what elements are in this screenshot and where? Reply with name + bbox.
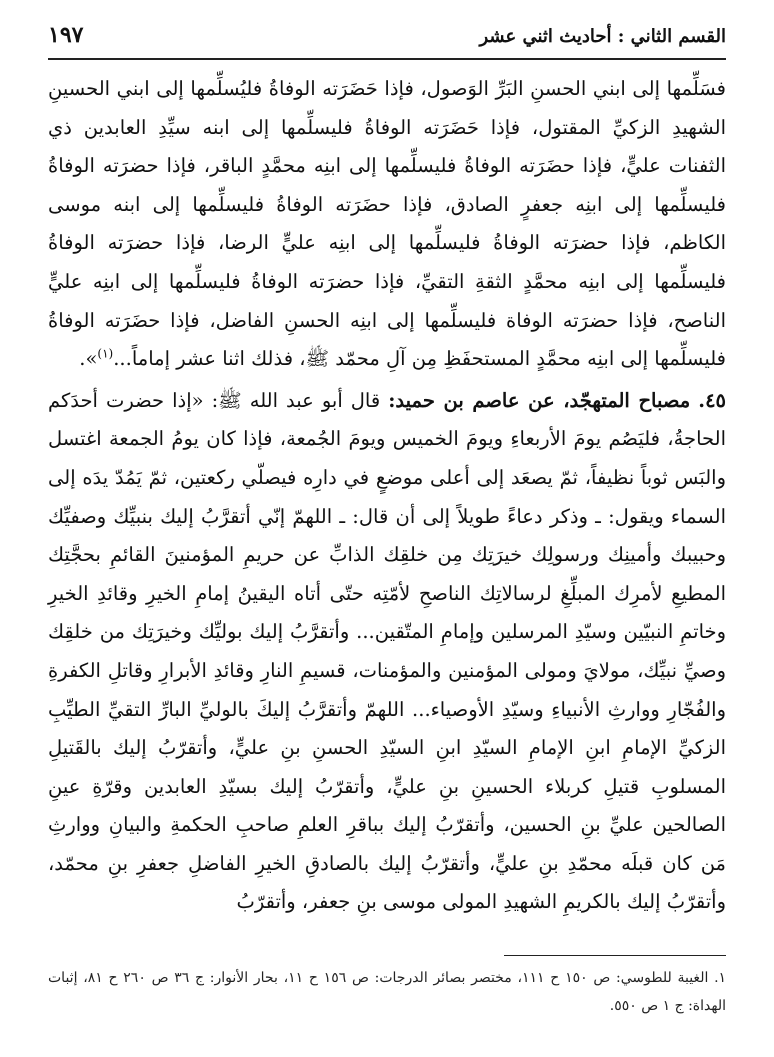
footnote-reference[interactable]: (١) [97,346,114,361]
hadith-paragraph [48,382,726,922]
main-text [48,70,726,922]
running-header [48,22,726,48]
hadith-number: ٤٥. [698,388,727,412]
footnote: ١. الغيبة للطوسي: ص ١٥٠ ح ١١١، مختصر بصائر الدرجات: ص ١٥٦ ح ١١، بحار الأنوار: ج ٣٦ ص ٢٦٠ ح ٨١، إثبات الهداة: ج ١ ص ٥٥٠. [48,970,727,1014]
narration-paragraph [48,70,726,379]
narration-text: فسَلِّمها إلى ابني الحسنِ البَرِّ الوَصول، فإذا حَضَرَته الوفاةُ فليُسلِّمها إلى ابني الحسينِ الشهيدِ الزكيِّ المقتول، فإذا حَضَرَته الوفاةُ فليسلِّمها إلى ابنه سيِّدِ العابدين ذي الثفنات عليٍّ، فإذا حضَرَته الوفاةُ فليسلِّمها إلى ابنِه محمَّدٍ الباقر، فإذا حضرَته الوفاةُ فليسلِّمها إلى ابنِه جعفرٍ الصادق، فإذا حضَرَته الوفاةُ فليسلِّمها إلى ابنه موسى الكاظم، فإذا حضرَته الوفاةُ فليسلِّمها إلى ابنِه عليٍّ الرضا، فإذا حضرَته الوفاةُ فليسلِّمها إلى ابنِه محمَّدٍ الثقةِ التقيِّ، فإذا حضرَته الوفاةُ فليسلِّمها إلى ابنِه عليٍّ الناصح، فإذا حضرَته الوفاة فليسلِّمها إلى ابنِه الحسنِ الفاضل، فإذا حضَرَته الوفاةُ فليسلِّمها إلى ابنِه محمَّدٍ المستحفَظِ مِن آلِ محمّد ﷺ، فذلك اثنا عشر إماماً... [48,77,726,371]
narration-close: ». [79,347,98,371]
running-title: القسم الثاني : أحاديث اثني عشر [479,26,726,47]
hadith-source: مصباح المتهجّد، عن عاصم بن حميد: [388,388,691,412]
page-number: ١٩٧ [48,22,84,48]
footnote-rule [504,955,726,956]
header-rule [48,58,726,60]
hadith-text: قال أبو عبد الله ﷺ: «إذا حضرت أحدَكم الحاجةُ، فليَصُم يومَ الأربعاءِ ويومَ الخميس ويومَ الجُمعة، فإذا كان يومُ الجمعة اغتسل والبَس ثوباً نظيفاً، ثمّ يصعَد إلى أعلى موضعٍ في دارِه فيصلّي ركعتين، ثمّ يَمُدّ يدَه إلى السماء ويقول: ـ وذكر دعاءً طويلاً إلى أن قال: ـ اللهمّ إنّي أتقرَّبُ إليك بنبيِّك وصفيِّك وحبيبك وأمينِك ورسولِك خيرَتِك مِن خلقِك الذابِّ عن حريمِ المؤمنينَ القائمِ بحجَّتِك المطيعِ لأمرِك المبلِّغِ لرسالاتِك الناصحِ لأمّتِه حتّى أتاه اليقينُ إمامِ الخيرِ وقائدِ الخيرِ وخاتمِ النبيّين وسيّدِ المرسلين وإمامِ المتّقين... وأتقرَّبُ إليك بوليِّك وخيرَتِك من خلقِك وصيِّ نبيِّك، مولايَ ومولى المؤمنين والمؤمنات، قسيمِ النارِ وقائدِ الأبرارِ وقاتلِ الكفرةِ والفُجّارِ ووارثِ الأنبياءِ وسيّدِ الأوصياء... اللهمّ وأتقرَّبُ إليكَ بالوليِّ البارِّ التقيِّ الطيِّبِ الزكيِّ الإمامِ ابنِ الإمامِ السيّدِ ابنِ السيّدِ الحسنِ بنِ عليٍّ، وأتقرّبُ إليك بالقَتيلِ المسلوبِ قتيلِ كربلاء الحسينِ بنِ عليٍّ، وأتقرّبُ إليك بسيّدِ العابدين وقرّةِ عينِ الصالحين عليِّ بنِ الحسين، وأتقرّبُ إليك بباقرِ العلمِ صاحبِ الحكمةِ والبيانِ ووارثِ مَن كان قبلَه محمّدِ بنِ عليٍّ، وأتقرّبُ إليك بالصادقِ الخيرِ الفاضلِ جعفرِ بنِ محمّد، وأتقرّبُ إليك بالكريمِ الشهيدِ المولى موسى بنِ جعفر، وأتقرّبُ [48,388,726,914]
